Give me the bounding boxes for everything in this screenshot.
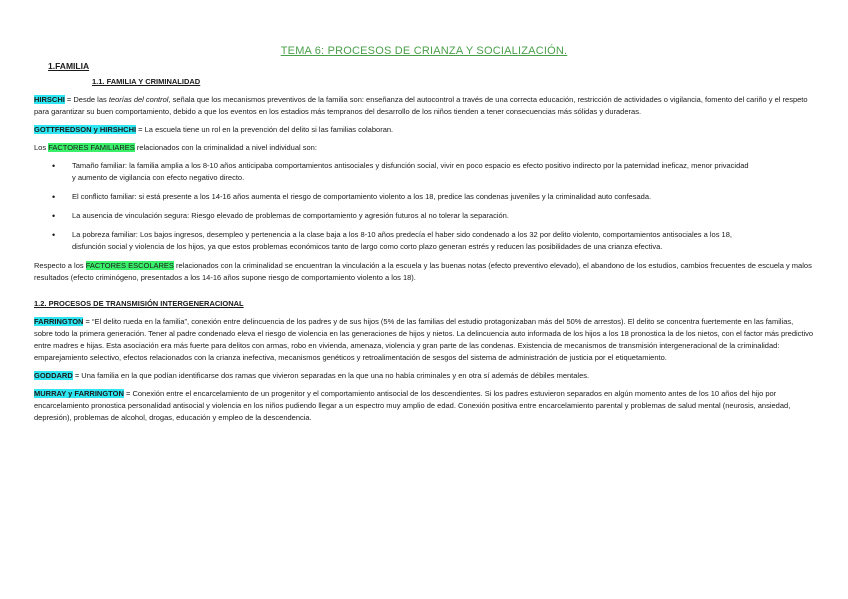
paragraph-goddard bbox=[34, 370, 814, 382]
escolares-text-post: relacionados con la criminalidad se encuentran la vinculación a la escuela y las buenas notas (efecto preventivo elevado), el abandono de los estudios, cambios frecuentes de escuela y malos resultados (efecto criminógeno, presentados a los 14-16 años supone riesgo de comportamiento violento a los 18). bbox=[34, 261, 812, 282]
highlight-farrington: FARRINGTON bbox=[34, 317, 84, 326]
goddard-text: = Una familia en la que podían identificarse dos ramas que vivieron separadas en la que una no había criminales y en otra sí además de débiles mentales. bbox=[72, 371, 590, 380]
familiares-text-pre: Los bbox=[34, 143, 49, 152]
highlight-murray: MURRAY y FARRINGTON bbox=[34, 389, 124, 398]
gottfredson-text: = La escuela tiene un rol en la prevención del delito si las familias colaboran. bbox=[136, 125, 394, 134]
farrington-text: = “El delito rueda en la familia”, conexión entre delincuencia de los padres y de sus hijos (5% de las familias del estudio protagonizaban más del 50% de arrestos). El delito se concentra fuertemente en las familias, sobre todo la primera generación. Tener al padre condenado eleva el riesgo de violencia en las generaciones de hijos y nietos. La delincuencia auto informada de los hijos a los 18 pronostica la de los nietos, con el factor más predictivo entre madres e hijas. Esta asociación era más fuerte para delitos con armas, robo en vivienda, amenaza, violencia y gran parte de las condenas. Existencia de mecanismos de transmisión intergeneracional de la criminalidad: emparejamiento selectivo, efectos relacionados con la crianza inefectiva, mecanismos genéticos y retroalimentación de sesgos del sistema de administración de justicia por el etiquetamiento. bbox=[34, 317, 814, 362]
paragraph-hirschi bbox=[34, 94, 814, 118]
highlight-hirschi: HIRSCHI bbox=[34, 95, 65, 104]
list-item: • La ausencia de vinculación segura: Riesgo elevado de problemas de comportamiento y agresión futuros al no tolerar la separación. bbox=[72, 210, 814, 222]
hirschi-text-pre: = Desde las bbox=[64, 95, 109, 104]
highlight-factores-familiares: FACTORES FAMILIARES bbox=[48, 143, 135, 152]
familiares-text-post: relacionados con la criminalidad a nivel individual son: bbox=[134, 143, 317, 152]
hirschi-text-italic: teorías del control bbox=[108, 95, 169, 104]
murray-text: = Conexión entre el encarcelamiento de un progenitor y el comportamiento antisocial de los descendientes. Si los padres estuvieron separados en algún momento antes de los 10 años del hijo por encarcelamiento pronostica personalidad antisocial y violencia en los niños pudiendo llegar a un espectro muy amplio de edad. Conexión positiva entre encarcelamiento parental y problemas de salud mental (neurosis, ansiedad, depresión), problemas de alcohol, drogas, educación y empleo de la descendencia. bbox=[34, 389, 791, 422]
document-title: TEMA 6: PROCESOS DE CRIANZA Y SOCIALIZACIÓN. bbox=[280, 45, 568, 57]
section-heading-familia: 1.FAMILIA bbox=[48, 61, 90, 71]
subsection-heading-transmision: 1.2. PROCESOS DE TRANSMISIÓN INTERGENERACIONAL bbox=[34, 299, 244, 308]
paragraph-factores-escolares bbox=[34, 260, 814, 284]
list-item: • La pobreza familiar: Los bajos ingresos, desempleo y pertenencia a la clase baja a los 8-10 años predecía el haber sido condenado a los 32 por delito violento, comportamientos antisociales a los 18, disfunción social y violencia de los hijos, ya que estos problemas económicos tanto de largo como corto plazo generan estrés y reducen las posibilidades de una crianza efectiva. bbox=[72, 229, 814, 253]
factores-familiares-list bbox=[34, 160, 814, 253]
subsection-heading-familia-criminalidad: 1.1. FAMILIA Y CRIMINALIDAD bbox=[92, 77, 201, 86]
highlight-gottfredson: GOTTFREDSON y HIRSHCHI bbox=[34, 125, 137, 134]
highlight-factores-escolares: FACTORES ESCOLARES bbox=[85, 261, 174, 270]
highlight-goddard: GODDARD bbox=[34, 371, 73, 380]
paragraph-murray bbox=[34, 388, 814, 424]
hirschi-text-post: , señala que los mecanismos preventivos de la familia son: enseñanza del autocontrol a través de una correcta educación, restricción de actividades o vigilancia, fomento del cariño y el respeto para garantizar su buen comportamiento, debido a que los eventos en los estadios más tempranos del desarrollo de los niños tienden a tener consecuencias más sólidas y duraderas. bbox=[34, 95, 808, 116]
list-item: • El conflicto familiar: si está presente a los 14-16 años aumenta el riesgo de comportamiento violento a los 18, predice las condenas juveniles y la criminalidad auto confesada. bbox=[72, 191, 814, 203]
list-item: • Tamaño familiar: la familia amplia a los 8-10 años anticipaba comportamientos antisociales y disfunción social, vivir en poco espacio es efecto positivo indirecto por la paternidad ineficaz, menor privacidad y aumento de vigilancia con efecto negativo directo. bbox=[72, 160, 814, 184]
paragraph-farrington bbox=[34, 316, 814, 364]
paragraph-factores-familiares bbox=[34, 142, 814, 154]
document-page bbox=[34, 44, 814, 430]
escolares-text-pre: Respecto a los bbox=[34, 261, 86, 270]
paragraph-gottfredson bbox=[34, 124, 814, 136]
